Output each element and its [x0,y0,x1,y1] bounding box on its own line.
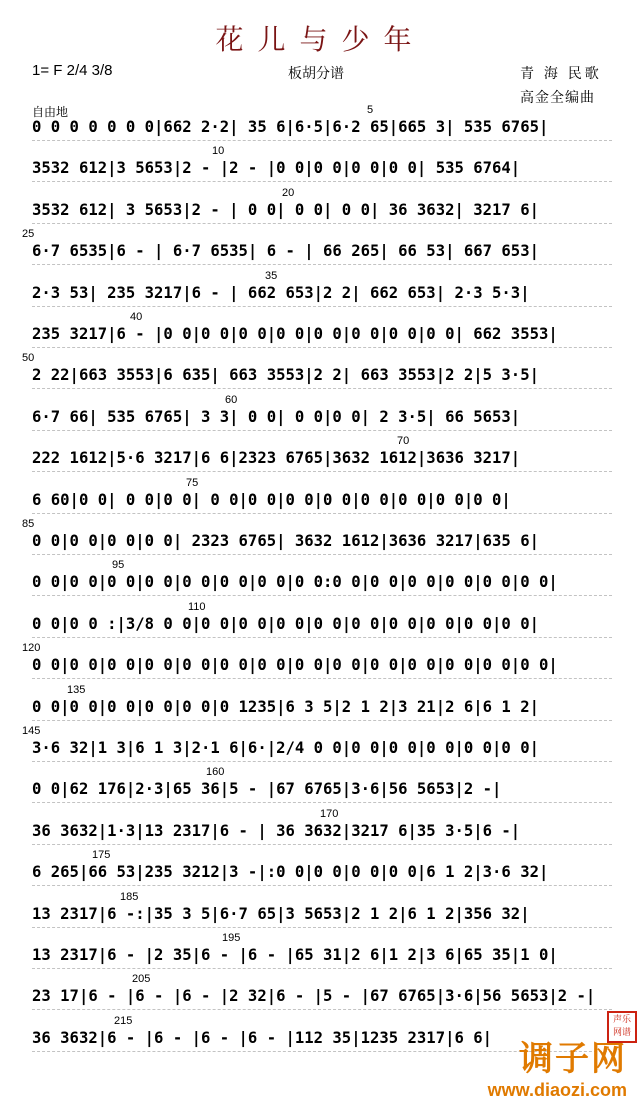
staff-row-notes: 222 1612|5·6 3217|6 6|2323 6765|3632 1612|3636 3217| [32,449,521,468]
staff-row-notes: 6 60|0 0| 0 0|0 0| 0 0|0 0|0 0|0 0|0 0|0 0|0 0|0 0| [32,490,511,509]
staff-row [32,863,612,893]
staff-row-notes: 3532 612|3 5653|2 - |2 - |0 0|0 0|0 0|0 0| 535 6764| [32,159,521,178]
beam-line [32,885,612,887]
staff-row [32,242,612,272]
measure-number: 75 [186,476,199,489]
staff-row [32,325,612,355]
measure-number: 50 [22,352,35,365]
staff-row [32,491,612,521]
staff-row-notes: 36 3632|6 - |6 - |6 - |6 - |112 35|1235 2317|6 6| [32,1028,493,1047]
beam-line [32,471,612,473]
measure-number: 85 [22,518,35,530]
measure-number: 175 [92,849,111,862]
staff-row-notes: 235 3217|6 - |0 0|0 0|0 0|0 0|0 0|0 0|0 0|0 0| 662 3553| [32,325,558,343]
score-title: 花儿与少年 [215,23,426,56]
beam-line [32,678,612,680]
measure-number: 20 [282,186,295,199]
staff-row [32,532,612,562]
score-arranger: 高金全编曲 [520,89,595,105]
beam-line [32,968,612,970]
beam-line [32,720,612,722]
beam-line [32,844,612,846]
staff-row-notes: 0 0 0 0 0 0 0|662 2·2| 35 6|6·5|6·2 65|665 3| 535 6765| [32,118,549,136]
beam-line [32,306,612,308]
staff-row [32,905,612,935]
staff-row [32,408,612,438]
staff-row [32,615,612,645]
staff-row-notes: 3·6 32|1 3|6 1 3|2·1 6|6·|2/4 0 0|0 0|0 0|0 0|0 0|0 0| [32,739,539,757]
staff-row [32,449,612,479]
staff-row [32,573,612,603]
measure-number: 145 [22,725,41,737]
measure-number: 40 [130,311,143,323]
staff-row [32,987,612,1017]
staff-row-notes: 23 17|6 - |6 - |6 - |2 32|6 - |5 - |67 6765|3·6|56 5653|2 -| [32,987,596,1006]
staff-row [32,739,612,769]
staff-row-notes: 2 22|663 3553|6 635| 663 3553|2 2| 663 3553|2 2|5 3·5| [32,366,539,385]
beam-line [32,181,612,183]
beam-line [32,1009,612,1011]
beam-line [32,802,612,804]
measure-number: 120 [22,642,41,655]
staff-row [32,780,612,810]
staff-row-notes: 0 0|0 0|0 0|0 0|0 0|0 1235|6 3 5|2 1 2|3 21|2 6|6 1 2| [32,697,539,716]
measure-number: 70 [397,435,410,448]
measure-number: 170 [320,807,339,820]
measure-number: 35 [265,269,278,282]
staff-row [32,698,612,728]
tempo-mark: 自由地 [32,105,69,119]
staff-row [32,366,612,396]
staff-row [32,822,612,852]
staff-row [32,284,612,314]
staff-row [32,946,612,976]
staff-row-notes: 0 0|62 176|2·3|65 36|5 - |67 6765|3·6|56 5653|2 -| [32,780,502,799]
beam-line [32,595,612,597]
measure-number: 185 [120,890,139,903]
staff-row-notes: 13 2317|6 - |2 35|6 - |6 - |65 31|2 6|1 2|3 6|65 35|1 0| [32,946,558,964]
measure-number: 95 [112,559,125,572]
beam-line [32,140,612,142]
beam-line [32,554,612,556]
beam-line [32,223,612,225]
measure-number: 205 [132,973,151,986]
beam-line [32,761,612,763]
measure-number: 60 [225,393,238,406]
staff-row-notes: 0 0|0 0|0 0|0 0|0 0|0 0|0 0|0 0|0 0|0 0|0 0|0 0|0 0|0 0| [32,656,558,675]
beam-line [32,430,612,432]
score-subtitle: 板胡分谱 [288,65,344,81]
staff-row-notes: 0 0|0 0 :|3/8 0 0|0 0|0 0|0 0|0 0|0 0|0 0|0 0|0 0|0 0| [32,614,539,633]
staff-row-notes: 36 3632|1·3|13 2317|6 - | 36 3632|3217 6|35 3·5|6 -| [32,821,521,840]
watermark-brand: 调子网 [519,1039,627,1079]
score-origin: 青 海 民歌 [520,65,602,81]
staff-row-notes: 6·7 66| 535 6765| 3 3| 0 0| 0 0|0 0| 2 3·5| 66 5653| [32,407,521,426]
beam-line [32,388,612,390]
measure-number: 135 [67,683,86,696]
beam-line [32,347,612,349]
staff-row [32,201,612,231]
beam-line [32,264,612,266]
staff-row [32,159,612,189]
measure-number: 215 [114,1014,133,1027]
beam-line [32,927,612,929]
measure-number: 25 [22,228,35,241]
staff-row [32,118,612,148]
staff-row [32,656,612,686]
staff-row-notes: 3532 612| 3 5653|2 - | 0 0| 0 0| 0 0| 36 3632| 3217 6| [32,200,539,219]
watermark-url: www.diaozi.com [487,1080,627,1100]
key-signature: 1= F 2/4 3/8 [32,62,113,79]
measure-number: 10 [212,145,225,158]
staff-row-notes: 6 265|66 53|235 3212|3 -|:0 0|0 0|0 0|0 0|6 1 2|3·6 32| [32,863,549,882]
staff-row-notes: 2·3 53| 235 3217|6 - | 662 653|2 2| 662 653| 2·3 5·3| [32,283,530,302]
measure-number: 5 [367,104,374,116]
measure-number: 195 [222,932,241,944]
watermark-stamp: 声乐网谱 [607,1011,637,1043]
measure-number: 110 [188,600,206,613]
beam-line [32,637,612,639]
staff-row-notes: 0 0|0 0|0 0|0 0|0 0|0 0|0 0|0 0:0 0|0 0|0 0|0 0|0 0|0 0| [32,573,558,592]
measure-number: 160 [206,766,225,779]
beam-line [32,513,612,515]
staff-row-notes: 13 2317|6 -:|35 3 5|6·7 65|3 5653|2 1 2|6 1 2|356 32| [32,904,530,923]
staff-row-notes: 0 0|0 0|0 0|0 0| 2323 6765| 3632 1612|3636 3217|635 6| [32,532,539,550]
staff-row-notes: 6·7 6535|6 - | 6·7 6535| 6 - | 66 265| 66 53| 667 653| [32,242,539,261]
